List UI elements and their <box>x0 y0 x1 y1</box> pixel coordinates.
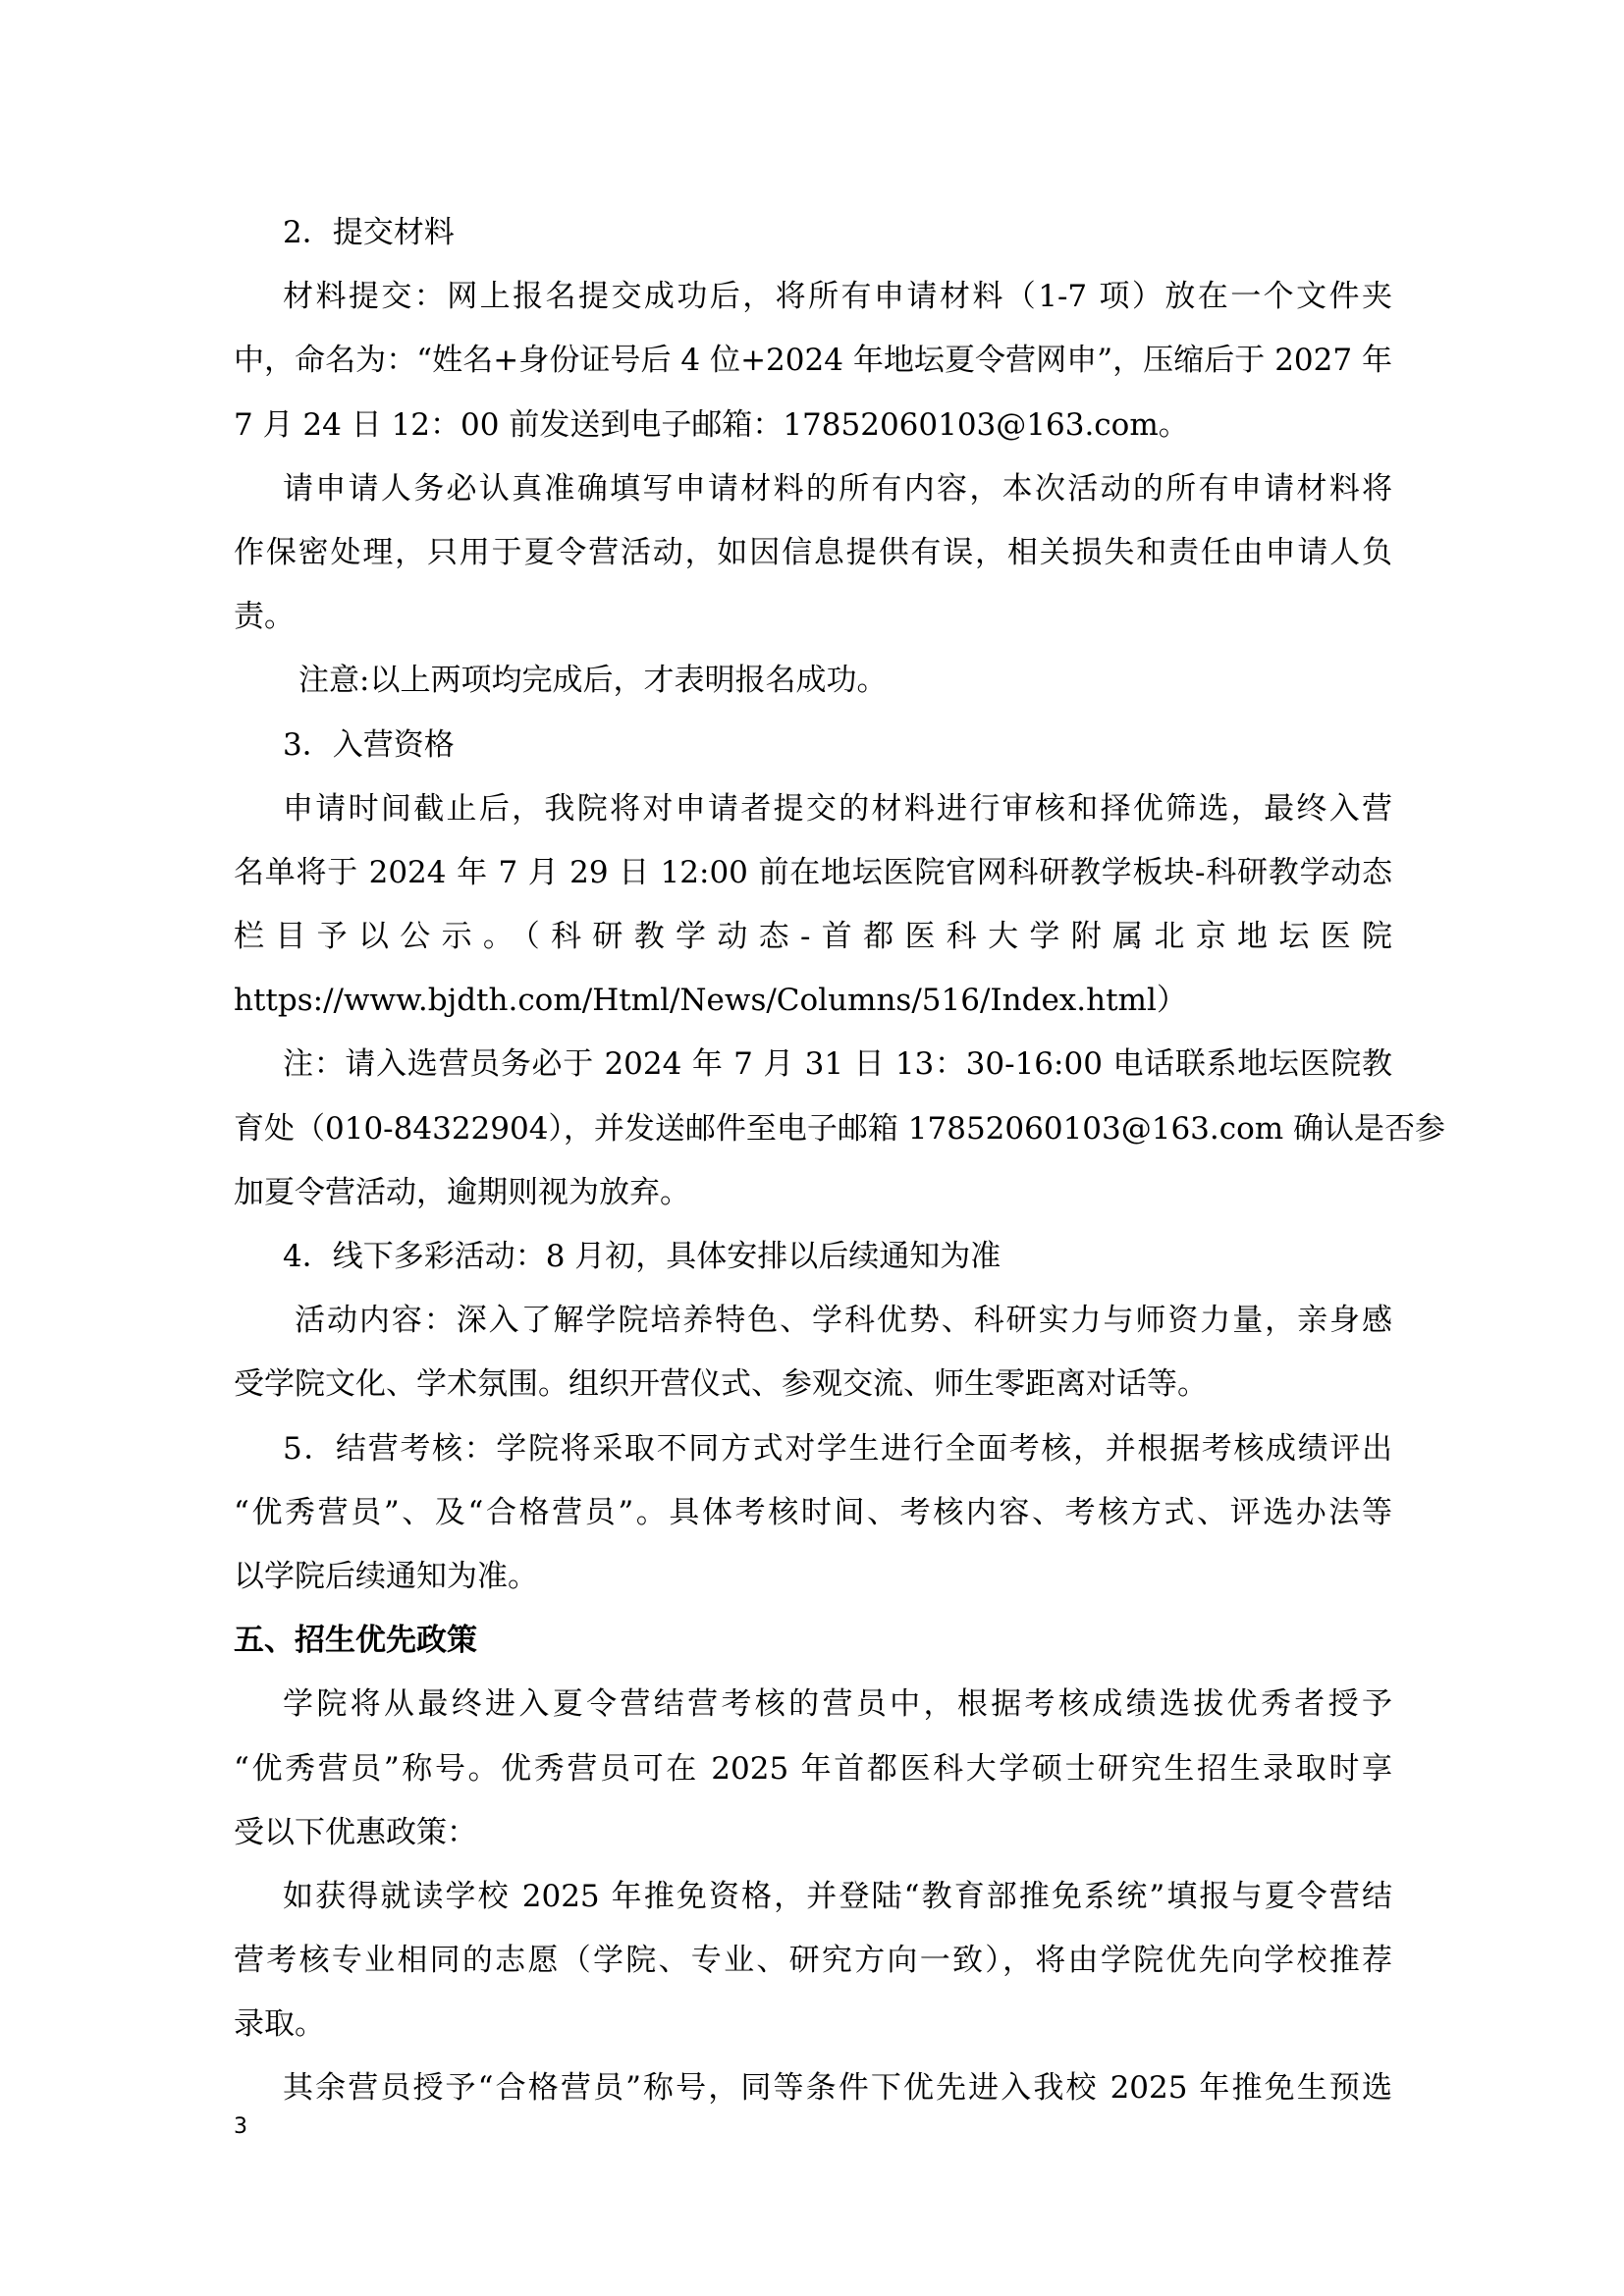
paragraph-line: 以学院后续通知为准。 <box>234 1558 538 1594</box>
paragraph-line: 责。 <box>234 599 295 635</box>
notice-line: 注意:以上两项均完成后，才表明报名成功。 <box>298 663 888 699</box>
paragraph-line: 材料提交：网上报名提交成功后，将所有申请材料（1-7 项）放在一个文件夹 <box>283 279 1392 315</box>
paragraph-line: 学院将从最终进入夏令营结营考核的营员中，根据考核成绩选拔优秀者授予 <box>283 1686 1392 1723</box>
paragraph-line: 申请时间截止后，我院将对申请者提交的材料进行审核和择优筛选，最终入营 <box>283 790 1392 827</box>
paragraph-line: 营考核专业相同的志愿（学院、专业、研究方向一致），将由学院优先向学校推荐 <box>234 1943 1392 1979</box>
section-heading-admission-policy: 五、招生优先政策 <box>234 1623 477 1659</box>
paragraph-line: 育处（010-84322904），并发送邮件至电子邮箱 17852060103@163.com 确认是否参 <box>234 1110 1446 1147</box>
paragraph-line: 受学院文化、学术氛围。组织开营仪式、参观交流、师生零距离对话等。 <box>234 1366 1208 1403</box>
paragraph-line: 受以下优惠政策： <box>234 1814 477 1850</box>
paragraph-line: 中，命名为：“姓名+身份证号后 4 位+2024 年地坛夏令营网申”，压缩后于 2027 年 <box>234 343 1392 379</box>
paragraph-line: 7 月 24 日 12：00 前发送到电子邮箱：17852060103@163.com。 <box>234 406 1189 443</box>
paragraph-line: 栏目予以公示。（科研教学动态-首都医科大学附属北京地坛医院 <box>234 919 1392 955</box>
paragraph-line: “优秀营员”、及“合格营员”。具体考核时间、考核内容、考核方式、评选办法等 <box>234 1494 1392 1530</box>
subheading-eligibility: 3．入营资格 <box>283 726 455 763</box>
paragraph-line: 请申请人务必认真准确填写申请材料的所有内容，本次活动的所有申请材料将 <box>283 470 1392 507</box>
document-body <box>234 201 1446 2121</box>
paragraph-line: 录取。 <box>234 2006 325 2043</box>
paragraph-line: 活动内容：深入了解学院培养特色、学科优势、科研实力与师资力量，亲身感 <box>295 1303 1392 1339</box>
paragraph-line: 其余营员授予“合格营员”称号，同等条件下优先进入我校 2025 年推免生预选 <box>283 2070 1392 2107</box>
subheading-submit-materials: 2．提交材料 <box>283 215 455 250</box>
subheading-offline-activities: 4．线下多彩活动：8 月初，具体安排以后续通知为准 <box>283 1239 1001 1274</box>
page-number: 3 <box>234 2114 247 2139</box>
paragraph-line: 5．结营考核：学院将采取不同方式对学生进行全面考核，并根据考核成绩评出 <box>283 1430 1392 1467</box>
paragraph-line: 作保密处理，只用于夏令营活动，如因信息提供有误，相关损失和责任由申请人负 <box>234 534 1392 570</box>
paragraph-line: 名单将于 2024 年 7 月 29 日 12:00 前在地坛医院官网科研教学板块-科研教学动态 <box>234 854 1392 890</box>
paragraph-line: “优秀营员”称号。优秀营员可在 2025 年首都医科大学硕士研究生招生录取时享 <box>234 1750 1392 1787</box>
paragraph-line: 加夏令营活动，逾期则视为放弃。 <box>234 1174 690 1210</box>
paragraph-line: 注：请入选营员务必于 2024 年 7 月 31 日 13：30-16:00 电话联系地坛医院教 <box>283 1046 1392 1083</box>
paragraph-line: 如获得就读学校 2025 年推免资格，并登陆“教育部推免系统”填报与夏令营结 <box>283 1878 1392 1914</box>
url-line: https://www.bjdth.com/Html/News/Columns/516/Index.html） <box>234 983 1187 1019</box>
